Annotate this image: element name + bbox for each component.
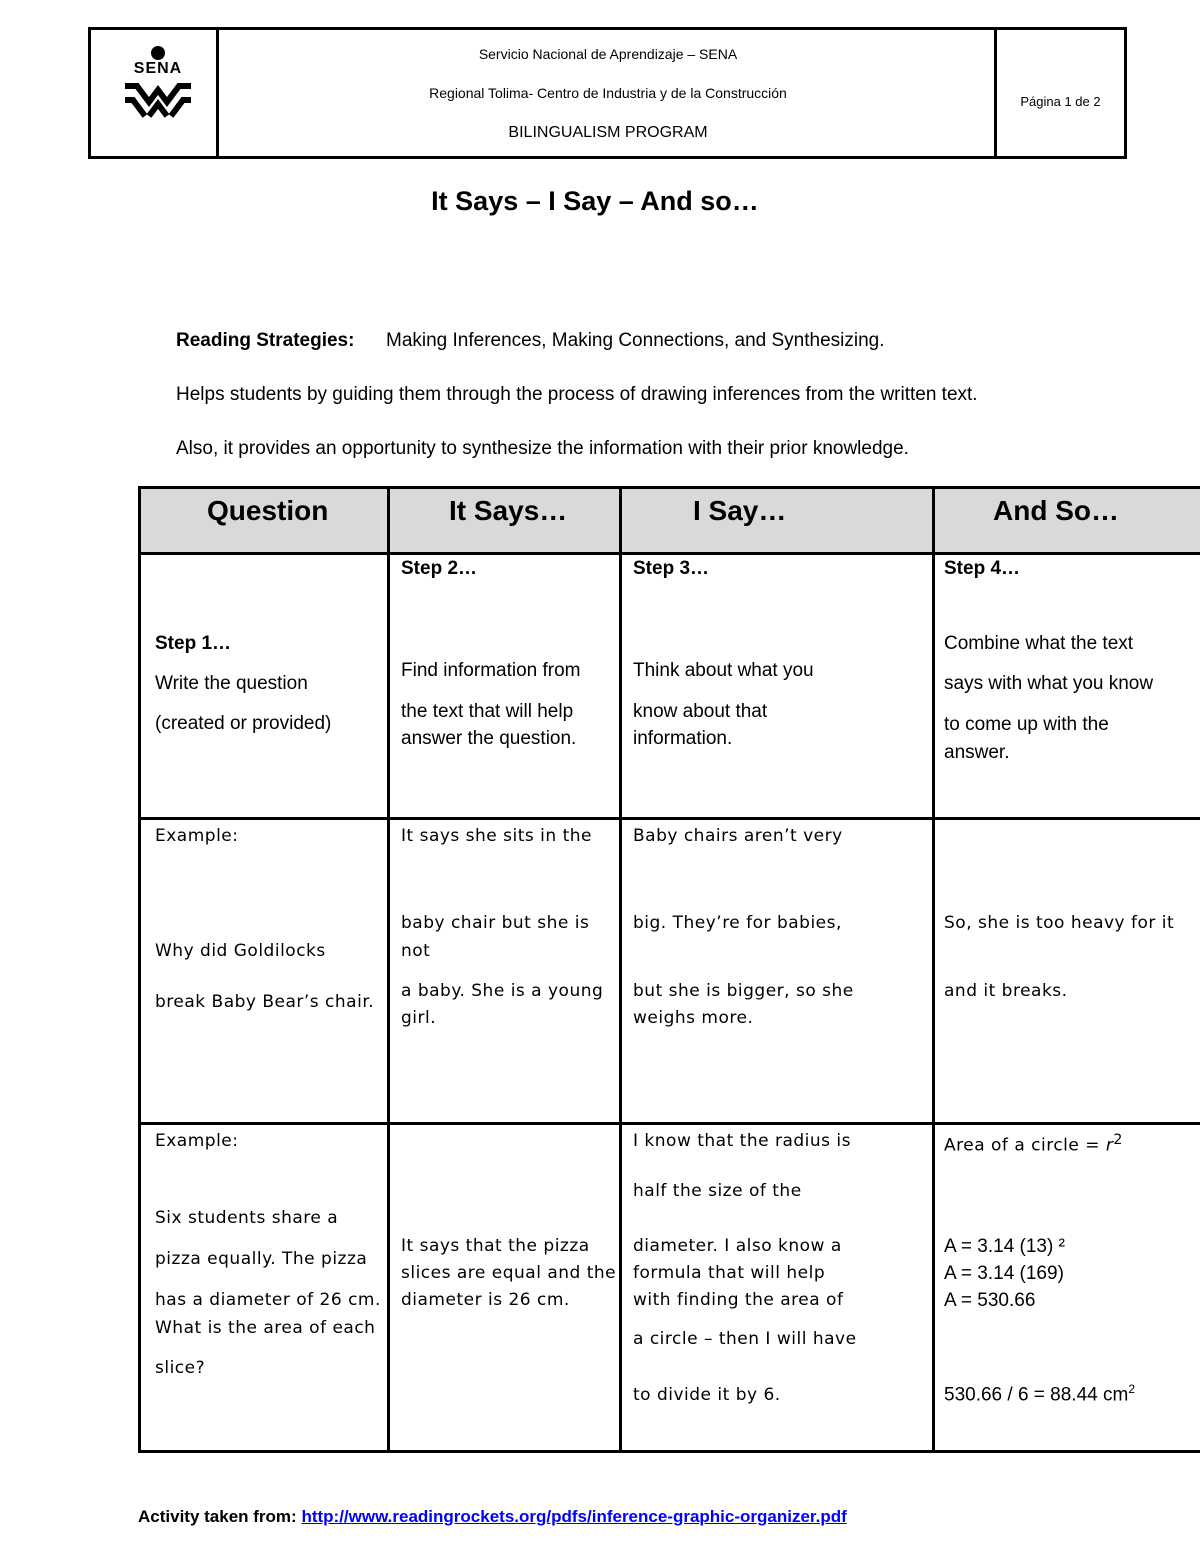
- example2-calculation: A = 3.14 (169): [944, 1263, 1064, 1284]
- example1-it-says: It says she sits in the: [401, 826, 592, 846]
- sena-logo-icon: [119, 44, 197, 118]
- step3-text: information.: [633, 728, 733, 749]
- example2-i-say: with finding the area of: [633, 1290, 844, 1310]
- example2-question: slice?: [155, 1358, 206, 1378]
- row-divider: [141, 817, 1200, 820]
- example2-i-say: half the size of the: [633, 1181, 802, 1201]
- step4-label: Step 4…: [944, 558, 1021, 579]
- example2-question: has a diameter of 26 cm.: [155, 1290, 381, 1310]
- formula-variable: r: [1105, 1135, 1114, 1156]
- header-i-say: I Say…: [693, 495, 787, 526]
- example1-question: break Baby Bear’s chair.: [155, 992, 375, 1012]
- example1-and-so: So, she is too heavy for it: [944, 913, 1175, 933]
- step3-text: Think about what you: [633, 660, 814, 681]
- example1-i-say: Baby chairs aren’t very: [633, 826, 843, 846]
- footer-label: Activity taken from:: [138, 1507, 297, 1526]
- example2-calculation: A = 530.66: [944, 1290, 1036, 1311]
- step3-label: Step 3…: [633, 558, 710, 579]
- formula-exponent: 2: [1113, 1132, 1123, 1148]
- example2-question: Six students share a: [155, 1208, 339, 1228]
- page-number: Página 1 de 2: [1020, 94, 1101, 109]
- step4-text: says with what you know: [944, 673, 1154, 694]
- formula-text: Area of a circle =: [944, 1135, 1106, 1156]
- column-divider: [932, 489, 935, 1450]
- organizer-table: [138, 486, 1200, 1453]
- step2-text: the text that will help: [401, 701, 574, 722]
- example2-question: pizza equally. The pizza: [155, 1249, 368, 1269]
- step2-text: answer the question.: [401, 728, 577, 749]
- example2-formula: [944, 1131, 1123, 1157]
- example1-it-says: not: [401, 941, 431, 961]
- example1-i-say: but she is bigger, so she: [633, 981, 854, 1001]
- row-divider: [141, 1122, 1200, 1125]
- logo-cell: [91, 30, 219, 156]
- step4-text: answer.: [944, 742, 1010, 763]
- example2-question: What is the area of each: [155, 1318, 376, 1338]
- header-question: Question: [207, 495, 329, 526]
- header-it-says: It Says…: [449, 495, 568, 526]
- page-title: It Says – I Say – And so…: [431, 186, 759, 216]
- result-exponent: 2: [1128, 1382, 1136, 1396]
- step1-text: Write the question: [155, 673, 308, 694]
- step2-text: Find information from: [401, 660, 581, 681]
- example2-i-say: formula that will help: [633, 1263, 826, 1283]
- example1-i-say: weighs more.: [633, 1008, 754, 1028]
- header-program: BILINGUALISM PROGRAM: [508, 124, 708, 141]
- example1-label: Example:: [155, 826, 239, 846]
- logo-text: SENA: [133, 60, 183, 77]
- example2-i-say: diameter. I also know a: [633, 1236, 842, 1256]
- example2-label: Example:: [155, 1131, 239, 1151]
- example1-it-says: girl.: [401, 1008, 437, 1028]
- intro-line-synthesize: Also, it provides an opportunity to synthesize the information with their prior knowledge.: [176, 438, 909, 459]
- example2-it-says: diameter is 26 cm.: [401, 1290, 570, 1310]
- step4-text: to come up with the: [944, 714, 1109, 735]
- strategies-value: Making Inferences, Making Connections, and Synthesizing.: [386, 330, 885, 351]
- column-divider: [387, 489, 390, 1450]
- step4-text: Combine what the text: [944, 633, 1134, 654]
- header-and-so: And So…: [993, 495, 1119, 526]
- example2-calculation: A = 3.14 (13) ²: [944, 1236, 1065, 1257]
- strategies-label: Reading Strategies:: [176, 330, 355, 351]
- page-number-cell: [994, 30, 1124, 156]
- step1-text: (created or provided): [155, 713, 332, 734]
- example1-it-says: a baby. She is a young: [401, 981, 604, 1001]
- example1-question: Why did Goldilocks: [155, 941, 326, 961]
- header-organization: Servicio Nacional de Aprendizaje – SENA: [478, 46, 738, 62]
- result-text: 530.66 / 6 = 88.44 cm: [944, 1384, 1129, 1406]
- example2-it-says: slices are equal and the: [401, 1263, 617, 1283]
- intro-line-guiding: Helps students by guiding them through the process of drawing inferences from the written text.: [176, 384, 978, 405]
- footer-source: [138, 1507, 847, 1527]
- example2-i-say: a circle – then I will have: [633, 1329, 857, 1349]
- column-divider: [619, 489, 622, 1450]
- step1-label: Step 1…: [155, 633, 232, 654]
- example2-it-says: It says that the pizza: [401, 1236, 590, 1256]
- example1-i-say: big. They’re for babies,: [633, 913, 842, 933]
- row-divider: [141, 552, 1200, 555]
- header-regional: Regional Tolima- Centro de Industria y de la Construcción: [429, 85, 787, 101]
- example2-i-say: I know that the radius is: [633, 1131, 852, 1151]
- step2-label: Step 2…: [401, 558, 478, 579]
- example1-and-so: and it breaks.: [944, 981, 1068, 1001]
- example2-i-say: to divide it by 6.: [633, 1385, 781, 1405]
- source-link[interactable]: http://www.readingrockets.org/pdfs/inference-graphic-organizer.pdf: [301, 1507, 847, 1526]
- example1-it-says: baby chair but she is: [401, 913, 590, 933]
- step3-text: know about that: [633, 701, 768, 722]
- document-header: [88, 27, 1127, 159]
- example2-result: [944, 1382, 1135, 1408]
